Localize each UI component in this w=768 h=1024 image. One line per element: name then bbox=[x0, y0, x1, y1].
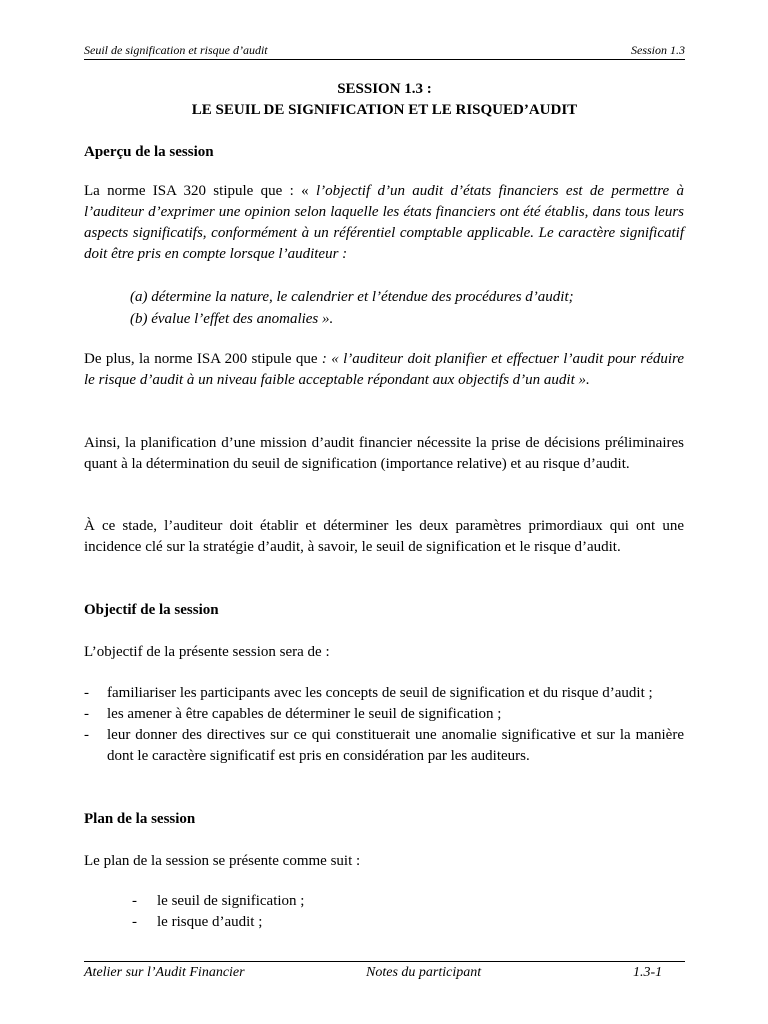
footer-center: Notes du participant bbox=[366, 965, 482, 980]
quote-item-b: (b) évalue l’effet des anomalies ». bbox=[130, 311, 334, 327]
objectif-intro: L’objectif de la présente session sera de : bbox=[84, 644, 330, 660]
list-item bbox=[84, 683, 684, 704]
heading-objectif: Objectif de la session bbox=[84, 602, 219, 618]
bullet-dash: - bbox=[84, 706, 89, 722]
objectif-list bbox=[84, 683, 684, 767]
quote-item-a: (a) détermine la nature, le calendrier et l’étendue des procédures d’audit; bbox=[130, 289, 574, 305]
paragraph-isa320 bbox=[84, 181, 684, 265]
bullet-dash: - bbox=[132, 914, 137, 930]
list-item bbox=[84, 704, 684, 725]
plan-intro: Le plan de la session se présente comme suit : bbox=[84, 853, 361, 869]
session-subtitle: LE SEUIL DE SIGNIFICATION ET LE RISQUED’AUDIT bbox=[191, 102, 578, 118]
header-right: Session 1.3 bbox=[631, 43, 685, 57]
isa200-lead: De plus, la norme ISA 200 stipule que bbox=[84, 351, 322, 367]
page-number: 1.3-1 bbox=[633, 965, 663, 980]
objectif-bullet-1: familiariser les participants avec les concepts de seuil de signification et du risque d’audit ; bbox=[107, 685, 653, 701]
objectif-bullet-3: leur donner des directives sur ce qui constituerait une anomalie significative et sur la manière dont le caractère significatif est pris en considération par les auditeurs. bbox=[107, 727, 684, 764]
running-header bbox=[84, 43, 685, 57]
heading-apercu: Aperçu de la session bbox=[84, 144, 214, 160]
header-left: Seuil de signification et risque d’audit bbox=[84, 43, 268, 57]
isa200-quote: : « l’auditeur doit planifier et effectuer l’audit pour réduire le risque d’audit à un niveau faible acceptable répondant aux objectifs d’un audit ». bbox=[84, 351, 684, 388]
paragraph-planification: Ainsi, la planification d’une mission d’audit financier nécessite la prise de décisions préliminaires quant à la détermination du seuil de signification (importance relative) et au risque d’audit. bbox=[84, 435, 684, 472]
session-title: SESSION 1.3 : bbox=[337, 81, 432, 97]
header-rule bbox=[84, 59, 685, 60]
footer-left: Atelier sur l’Audit Financier bbox=[84, 965, 245, 980]
plan-list bbox=[132, 891, 532, 933]
list-item bbox=[84, 725, 684, 767]
list-item bbox=[132, 891, 532, 912]
bullet-dash: - bbox=[84, 685, 89, 701]
footer-rule bbox=[84, 961, 685, 962]
paragraph-stade: À ce stade, l’auditeur doit établir et déterminer les deux paramètres primordiaux qui ont une incidence clé sur la stratégie d’audit, à savoir, le seuil de signification et le risque d’audit. bbox=[84, 518, 684, 555]
bullet-dash: - bbox=[84, 727, 89, 743]
objectif-bullet-2: les amener à être capables de déterminer le seuil de signification ; bbox=[107, 706, 502, 722]
plan-item-1: le seuil de signification ; bbox=[157, 893, 305, 909]
list-item bbox=[132, 912, 532, 933]
bullet-dash: - bbox=[132, 893, 137, 909]
isa320-lead: La norme ISA 320 stipule que : « bbox=[84, 183, 316, 199]
paragraph-isa200 bbox=[84, 349, 684, 391]
isa320-quote: l’objectif d’un audit d’états financiers est de permettre à l’auditeur d’exprimer une opinion selon laquelle les états financiers ont été établis, dans tous leurs aspects significatifs, conformément à un référentiel comptable applicable. Le caractère significatif doit être pris en compte lorsque l’auditeur : bbox=[84, 183, 684, 262]
heading-plan: Plan de la session bbox=[84, 811, 196, 827]
plan-item-2: le risque d’audit ; bbox=[157, 914, 263, 930]
